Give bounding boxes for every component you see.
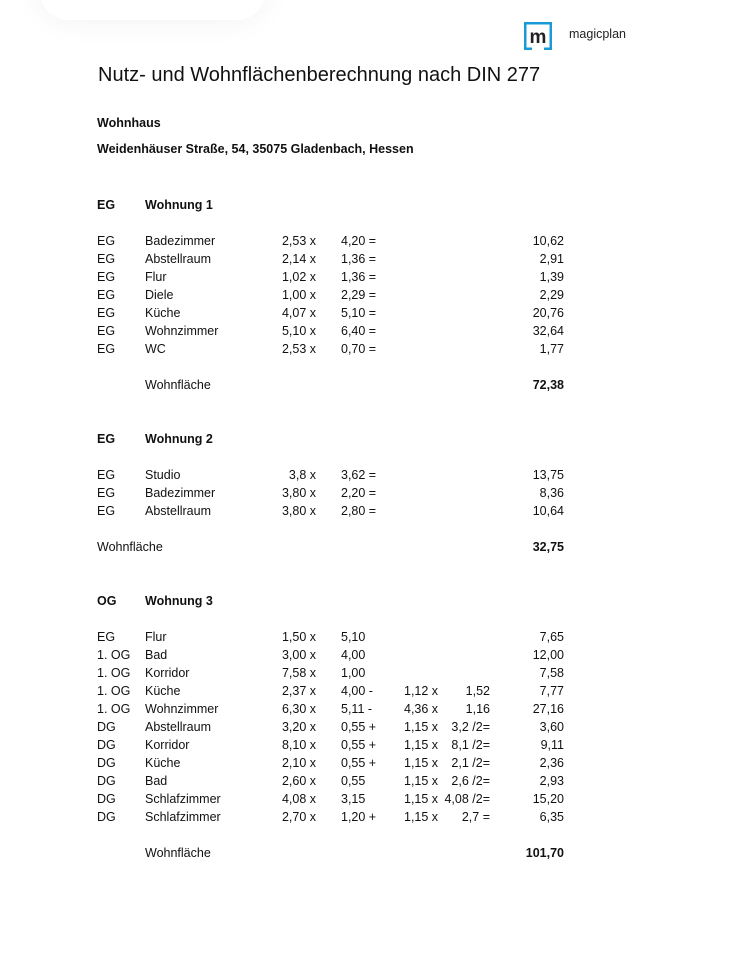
length-cell: 4,07 x bbox=[281, 306, 316, 320]
length-cell: 2,10 x bbox=[281, 756, 316, 770]
area-cell: 15,20 bbox=[532, 792, 564, 806]
length-cell: 7,58 x bbox=[281, 666, 316, 680]
room-cell: Korridor bbox=[145, 738, 190, 752]
room-cell: Flur bbox=[145, 270, 167, 284]
area-cell: 7,65 bbox=[539, 630, 564, 644]
length-cell: 3,80 x bbox=[281, 486, 316, 500]
room-cell: Abstellraum bbox=[145, 720, 211, 734]
deduction-length-cell: 1,15 x bbox=[404, 756, 439, 770]
width-cell: 2,80 = bbox=[341, 504, 377, 518]
area-cell: 2,36 bbox=[539, 756, 564, 770]
total-label: Wohnfläche bbox=[145, 378, 211, 392]
notification-shadow bbox=[40, 0, 265, 20]
room-cell: Schlafzimmer bbox=[145, 810, 221, 824]
width-cell: 1,20 + bbox=[341, 810, 377, 824]
room-cell: Badezimmer bbox=[145, 234, 216, 248]
total-value: 101,70 bbox=[525, 846, 564, 860]
area-cell: 13,75 bbox=[532, 468, 564, 482]
magicplan-logo-icon bbox=[522, 20, 554, 52]
area-cell: 1,39 bbox=[539, 270, 564, 284]
width-cell: 4,00 bbox=[341, 648, 366, 662]
floor-cell: EG bbox=[97, 468, 116, 482]
floor-cell: DG bbox=[97, 720, 116, 734]
floor-cell: EG bbox=[97, 234, 116, 248]
area-cell: 6,35 bbox=[539, 810, 564, 824]
section-title: Wohnung 2 bbox=[145, 432, 213, 446]
floor-cell: EG bbox=[97, 288, 116, 302]
total-value: 72,38 bbox=[532, 378, 564, 392]
width-cell: 4,00 - bbox=[341, 684, 373, 698]
length-cell: 1,00 x bbox=[281, 288, 316, 302]
width-cell: 1,00 bbox=[341, 666, 366, 680]
svg-text:m: m bbox=[529, 27, 547, 48]
floor-cell: 1. OG bbox=[97, 702, 131, 716]
length-cell: 3,80 x bbox=[281, 504, 316, 518]
section-floor: EG bbox=[97, 198, 116, 212]
total-label: Wohnfläche bbox=[145, 846, 211, 860]
floor-cell: DG bbox=[97, 792, 116, 806]
room-cell: Flur bbox=[145, 630, 167, 644]
building-type: Wohnhaus bbox=[97, 116, 161, 130]
width-cell: 0,55 + bbox=[341, 720, 377, 734]
floor-cell: EG bbox=[97, 252, 116, 266]
page-title: Nutz- und Wohnflächenberechnung nach DIN 277 bbox=[98, 64, 541, 86]
total-value: 32,75 bbox=[532, 540, 564, 554]
area-cell: 7,77 bbox=[539, 684, 564, 698]
room-cell: Küche bbox=[145, 306, 181, 320]
length-cell: 1,02 x bbox=[281, 270, 316, 284]
section-title: Wohnung 3 bbox=[145, 594, 213, 608]
area-cell: 9,11 bbox=[540, 738, 564, 752]
section-floor: OG bbox=[97, 594, 117, 608]
deduction-width-cell: 2,1 /2= bbox=[451, 756, 490, 770]
deduction-width-cell: 8,1 /2= bbox=[451, 738, 490, 752]
floor-cell: EG bbox=[97, 306, 116, 320]
deduction-width-cell: 1,52 bbox=[465, 684, 490, 698]
area-cell: 20,76 bbox=[532, 306, 564, 320]
length-cell: 4,08 x bbox=[281, 792, 316, 806]
area-cell: 32,64 bbox=[532, 324, 564, 338]
width-cell: 3,15 bbox=[341, 792, 366, 806]
length-cell: 1,50 x bbox=[281, 630, 316, 644]
area-cell: 8,36 bbox=[539, 486, 564, 500]
floor-cell: DG bbox=[97, 774, 116, 788]
area-cell: 2,91 bbox=[539, 252, 564, 266]
width-cell: 5,10 bbox=[341, 630, 366, 644]
floor-cell: EG bbox=[97, 324, 116, 338]
width-cell: 2,20 = bbox=[341, 486, 377, 500]
width-cell: 1,36 = bbox=[341, 270, 377, 284]
width-cell: 2,29 = bbox=[341, 288, 377, 302]
deduction-width-cell: 2,7 = bbox=[461, 810, 490, 824]
length-cell: 3,20 x bbox=[281, 720, 316, 734]
room-cell: Abstellraum bbox=[145, 252, 211, 266]
floor-cell: DG bbox=[97, 810, 116, 824]
floor-cell: EG bbox=[97, 486, 116, 500]
floor-cell: 1. OG bbox=[97, 666, 131, 680]
area-cell: 3,60 bbox=[539, 720, 564, 734]
deduction-length-cell: 1,15 x bbox=[404, 720, 439, 734]
length-cell: 2,37 x bbox=[281, 684, 316, 698]
length-cell: 2,14 x bbox=[281, 252, 316, 266]
floor-cell: EG bbox=[97, 342, 116, 356]
deduction-width-cell: 2,6 /2= bbox=[451, 774, 490, 788]
deduction-length-cell: 4,36 x bbox=[404, 702, 439, 716]
width-cell: 5,10 = bbox=[341, 306, 377, 320]
room-cell: Bad bbox=[145, 774, 168, 788]
total-label: Wohnfläche bbox=[97, 540, 163, 554]
floor-cell: 1. OG bbox=[97, 648, 131, 662]
floor-cell: EG bbox=[97, 270, 116, 284]
address: Weidenhäuser Straße, 54, 35075 Gladenbach, Hessen bbox=[97, 142, 414, 156]
room-cell: Diele bbox=[145, 288, 174, 302]
width-cell: 0,55 bbox=[341, 774, 366, 788]
width-cell: 6,40 = bbox=[341, 324, 377, 338]
area-cell: 1,77 bbox=[539, 342, 564, 356]
floor-cell: 1. OG bbox=[97, 684, 131, 698]
room-cell: Küche bbox=[145, 684, 181, 698]
area-cell: 2,93 bbox=[539, 774, 564, 788]
length-cell: 3,00 x bbox=[281, 648, 316, 662]
deduction-length-cell: 1,15 x bbox=[404, 810, 439, 824]
floor-cell: EG bbox=[97, 630, 116, 644]
brand-name: magicplan bbox=[569, 27, 626, 41]
area-cell: 2,29 bbox=[539, 288, 564, 302]
section-floor: EG bbox=[97, 432, 116, 446]
width-cell: 4,20 = bbox=[341, 234, 377, 248]
room-cell: Bad bbox=[145, 648, 168, 662]
deduction-width-cell: 4,08 /2= bbox=[444, 792, 490, 806]
width-cell: 3,62 = bbox=[341, 468, 377, 482]
deduction-length-cell: 1,15 x bbox=[404, 792, 439, 806]
floor-cell: DG bbox=[97, 738, 116, 752]
width-cell: 0,70 = bbox=[341, 342, 377, 356]
length-cell: 6,30 x bbox=[281, 702, 316, 716]
floor-cell: EG bbox=[97, 504, 116, 518]
room-cell: Abstellraum bbox=[145, 504, 211, 518]
area-cell: 12,00 bbox=[532, 648, 564, 662]
deduction-length-cell: 1,15 x bbox=[404, 738, 439, 752]
room-cell: Wohnzimmer bbox=[145, 324, 219, 338]
room-cell: Studio bbox=[145, 468, 181, 482]
width-cell: 1,36 = bbox=[341, 252, 377, 266]
room-cell: Küche bbox=[145, 756, 181, 770]
section-title: Wohnung 1 bbox=[145, 198, 213, 212]
length-cell: 5,10 x bbox=[281, 324, 316, 338]
room-cell: Badezimmer bbox=[145, 486, 216, 500]
deduction-width-cell: 3,2 /2= bbox=[451, 720, 490, 734]
deduction-length-cell: 1,12 x bbox=[404, 684, 439, 698]
area-cell: 10,64 bbox=[532, 504, 564, 518]
length-cell: 3,8 x bbox=[288, 468, 316, 482]
floor-cell: DG bbox=[97, 756, 116, 770]
deduction-length-cell: 1,15 x bbox=[404, 774, 439, 788]
length-cell: 2,53 x bbox=[281, 234, 316, 248]
area-cell: 27,16 bbox=[532, 702, 564, 716]
area-cell: 7,58 bbox=[539, 666, 564, 680]
deduction-width-cell: 1,16 bbox=[465, 702, 490, 716]
width-cell: 0,55 + bbox=[341, 756, 377, 770]
room-cell: Schlafzimmer bbox=[145, 792, 221, 806]
length-cell: 8,10 x bbox=[281, 738, 316, 752]
room-cell: WC bbox=[145, 342, 166, 356]
room-cell: Korridor bbox=[145, 666, 190, 680]
width-cell: 0,55 + bbox=[341, 738, 377, 752]
room-cell: Wohnzimmer bbox=[145, 702, 219, 716]
length-cell: 2,70 x bbox=[281, 810, 316, 824]
length-cell: 2,60 x bbox=[281, 774, 316, 788]
length-cell: 2,53 x bbox=[281, 342, 316, 356]
area-cell: 10,62 bbox=[532, 234, 564, 248]
width-cell: 5,11 - bbox=[341, 702, 373, 716]
